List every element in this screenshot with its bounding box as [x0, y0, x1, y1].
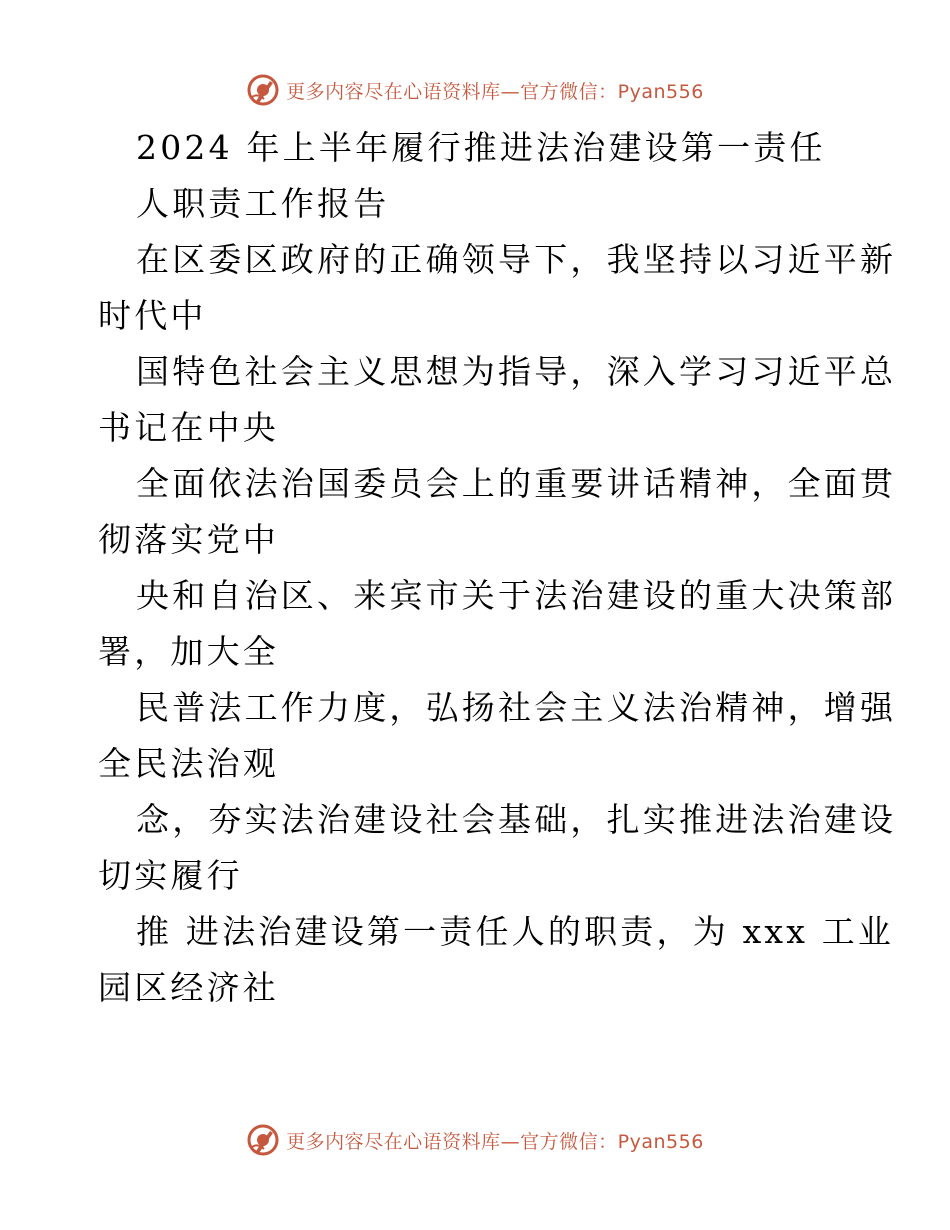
doc-title-line-1: 2024 年上半年履行推进法治建设第一责任: [136, 128, 826, 167]
paragraph-line: 署，加大全: [98, 632, 279, 671]
paragraph-line: 在区委区政府的正确领导下，我坚持以习近平新: [136, 240, 897, 279]
doc-title-line-2: 人职责工作报告: [136, 184, 390, 223]
watermark-text: 更多内容尽在心语资料库—官方微信：Pyan556: [286, 80, 704, 103]
watermark-banner-bottom: [0, 1120, 950, 1160]
paragraph-line: 央和自治区、来宾市关于法治建设的重大决策部: [136, 576, 897, 615]
paragraph-line: 切实履行: [98, 856, 243, 895]
paragraph-line: 园区经济社: [98, 968, 279, 1007]
document-body: [98, 120, 897, 1016]
paragraph-line: 全面依法治国委员会上的重要讲话精神，全面贯: [136, 464, 897, 503]
paragraph-line: 推 进法治建设第一责任人的职责，为 xxx 工业: [136, 912, 895, 951]
paragraph-line: 时代中: [98, 296, 207, 335]
pen-logo-icon: [246, 1123, 280, 1157]
watermark-text: 更多内容尽在心语资料库—官方微信：Pyan556: [286, 1130, 704, 1153]
pen-logo-icon: [246, 73, 280, 107]
paragraph-line: 书记在中央: [98, 408, 279, 447]
paragraph-line: 念，夯实法治建设社会基础，扎实推进法治建设: [136, 800, 897, 839]
paragraph-line: 国特色社会主义思想为指导，深入学习习近平总: [136, 352, 897, 391]
paragraph-line: 全民法治观: [98, 744, 279, 783]
watermark-banner-top: [0, 70, 950, 110]
paragraph-line: 彻落实党中: [98, 520, 279, 559]
paragraph-line: 民普法工作力度，弘扬社会主义法治精神，增强: [136, 688, 897, 727]
